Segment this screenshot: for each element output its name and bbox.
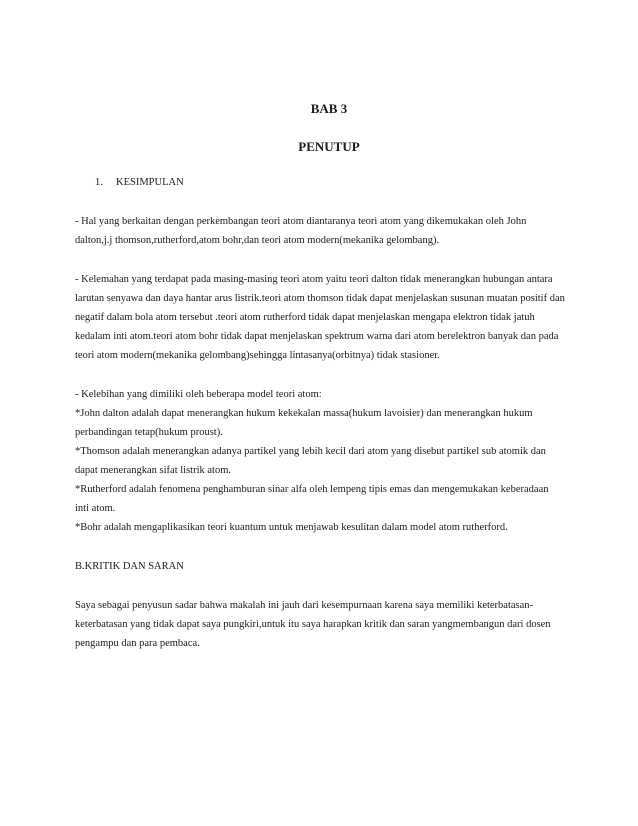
text-line: inti atom. — [75, 503, 116, 514]
text-line: *Bohr adalah mengaplikasikan teori kuantum untuk menjawab kesulitan dalam model atom rutherford. — [75, 522, 508, 533]
text-line: Saya sebagai penyusun sadar bahwa makalah ini jauh dari kesempurnaan karena saya memiliki keterbatasan- — [75, 600, 534, 611]
section-heading-kesimpulan — [75, 173, 575, 192]
text-line: perbandingan tetap(hukum proust). — [75, 427, 223, 438]
text-line: *Rutherford adalah fenomena penghamburan sinar alfa oleh lempeng tipis emas dan mengemukakan keberadaan — [75, 484, 549, 495]
paragraph-kelemahan — [75, 270, 575, 365]
chapter-label: BAB 3 — [310, 101, 348, 116]
text-line: - Kelemahan yang terdapat pada masing-masing teori atom yaitu teori dalton tidak menerangkan hubungan antara — [75, 274, 553, 285]
text-line: negatif dalam bola atom tersebut .teori atom rutherford tidak dapat menjelaskan mengapa elektron tidak jatuh — [75, 312, 535, 323]
paragraph-kelebihan — [75, 385, 575, 537]
text-line: *Thomson adalah menerangkan adanya partikel yang lebih kecil dari atom yang disebut partikel sub atomik dan — [75, 446, 546, 457]
text-line: teori atom modern(mekanika gelombang)sehingga lintasanya(orbitnya) tidak stasioner. — [75, 350, 440, 361]
text-line: *John dalton adalah dapat menerangkan hukum kekekalan massa(hukum lavoisier) dan menerangkan hukum — [75, 408, 533, 419]
document-body — [75, 173, 575, 653]
text-line: - Hal yang berkaitan dengan perkembangan teori atom diantaranya teori atom yang dikemukakan oleh John — [75, 216, 527, 227]
text-line: keterbatasan yang tidak dapat saya pungkiri,untuk itu saya harapkan kritik dan saran yangmembangun dari dosen — [75, 619, 551, 630]
section-heading-text: KESIMPULAN — [116, 177, 184, 188]
chapter-title: PENUTUP — [298, 139, 360, 154]
text-line: dalton,j.j thomson,rutherford,atom bohr,dan teori atom modern(mekanika gelombang). — [75, 235, 440, 246]
paragraph-saran — [75, 596, 575, 653]
text-line: dapat menerangkan sifat listrik atom. — [75, 465, 231, 476]
text-line: larutan senyawa dan daya hantar arus listrik.teori atom thomson tidak dapat menjelaskan susunan muatan positif dan — [75, 293, 565, 304]
paragraph-perkembangan — [75, 212, 575, 250]
text-line: pengampu dan para pembaca. — [75, 638, 200, 649]
text-line: - Kelebihan yang dimiliki oleh beberapa model teori atom: — [75, 389, 322, 400]
section-heading-kritik-saran: B.KRITIK DAN SARAN — [75, 561, 184, 572]
text-line: kedalam inti atom.teori atom bohr tidak dapat menjelaskan spektrum warna dari atom berelektron banyak dan pada — [75, 331, 559, 342]
section-number: 1. — [95, 177, 103, 188]
